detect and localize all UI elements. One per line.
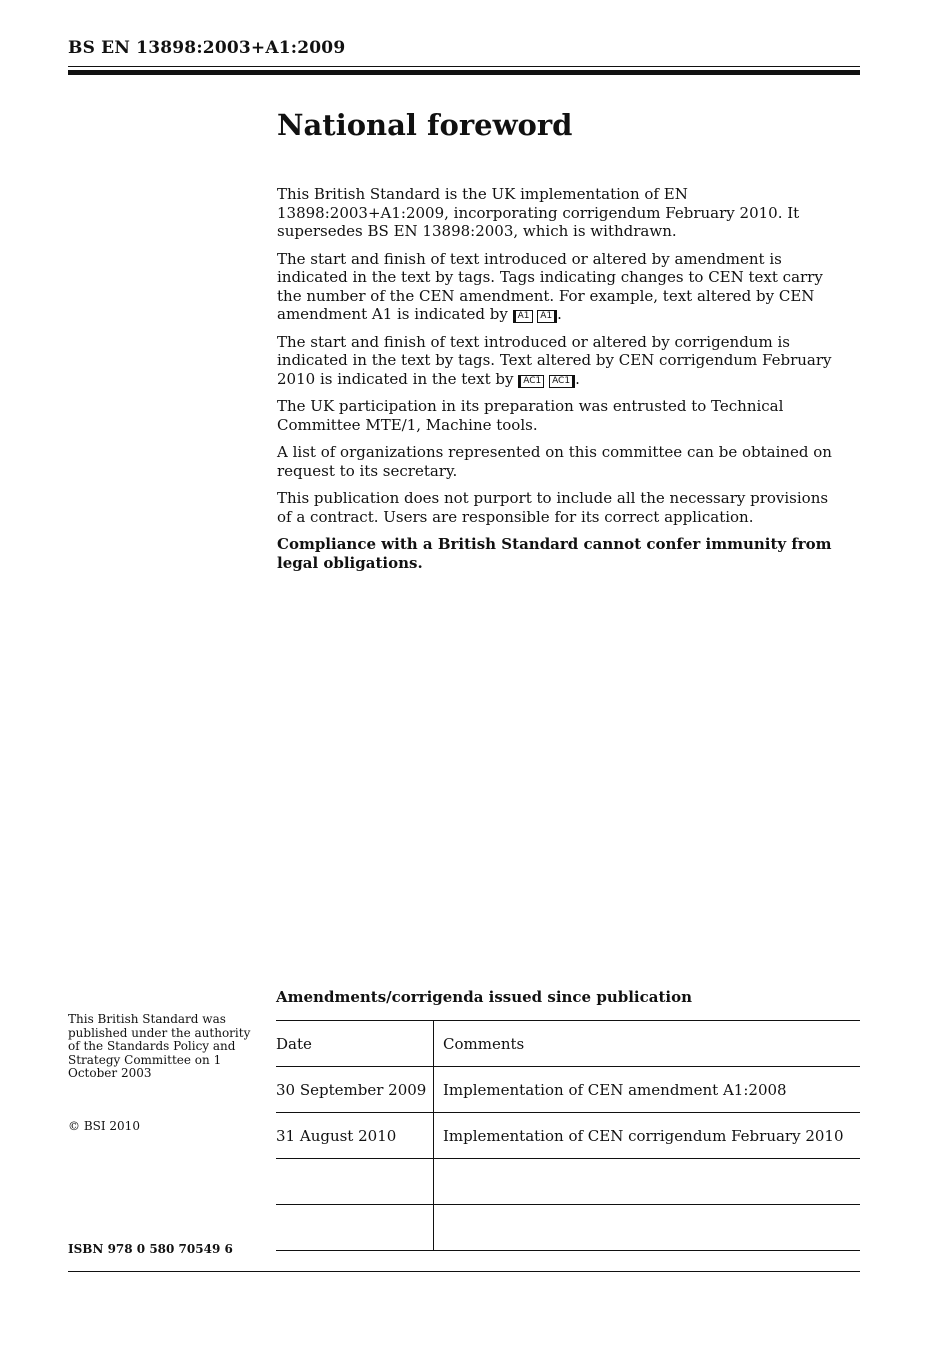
row-comment: Implementation of CEN amendment A1:2008 xyxy=(434,1067,861,1113)
amendment-tag-start: A1 xyxy=(513,310,533,323)
document-id: BS EN 13898:2003+A1:2009 xyxy=(68,38,346,58)
header-rule-thick xyxy=(68,70,860,75)
header-date: Date xyxy=(276,1021,434,1067)
paragraph-amendment-tags: The start and finish of text introduced or altered by amendment is indicated in the text by tags. Tags indicating changes to CEN text carry the number of the CEN amendment. For example, text altered by CEN amendment A1 is indicated by A1 A1 . xyxy=(277,249,823,323)
publication-note: This British Standard was published under the authority of the Standards Policy and Strategy Committee on 1 October 2003 xyxy=(68,1012,251,1080)
paragraph-implementation: This British Standard is the UK implementation of EN 13898:2003+A1:2009, incorporating corrigendum February 2010. It supersedes BS EN 13898:2003, which is withdrawn. xyxy=(277,185,800,240)
isbn: ISBN 978 0 580 70549 6 xyxy=(68,1242,233,1256)
paragraph-disclaimer: This publication does not purport to include all the necessary provisions of a contract. Users are responsible for its correct application. xyxy=(277,489,829,526)
row-comment: Implementation of CEN corrigendum February 2010 xyxy=(434,1113,861,1159)
paragraph-corrigendum-tags: The start and finish of text introduced or altered by corrigendum is indicated in the text by tags. Text altered by CEN corrigendum February 2010 is indicated in the text by AC1 AC1 . xyxy=(277,332,832,388)
row-date: 30 September 2009 xyxy=(276,1067,434,1113)
header-rule-thin xyxy=(68,66,860,67)
header-comments: Comments xyxy=(434,1021,861,1067)
amendment-tag-end: A1 xyxy=(537,310,557,323)
copyright: © BSI 2010 xyxy=(68,1119,140,1133)
table-row xyxy=(276,1067,860,1113)
corrigendum-tag-end: AC1 xyxy=(549,375,575,388)
table-row xyxy=(276,1159,860,1205)
table-row xyxy=(276,1205,860,1251)
amendments-title: Amendments/corrigenda issued since publication xyxy=(276,988,692,1006)
row-date xyxy=(276,1205,434,1251)
paragraph-organizations: A list of organizations represented on this committee can be obtained on request to its secretary. xyxy=(277,443,832,480)
paragraph-compliance: Compliance with a British Standard cannot confer immunity from legal obligations. xyxy=(277,535,832,572)
row-date xyxy=(276,1159,434,1205)
amendments-table xyxy=(276,1020,860,1251)
foreword-body xyxy=(277,185,837,581)
paragraph-committee: The UK participation in its preparation was entrusted to Technical Committee MTE/1, Machine tools. xyxy=(277,397,784,434)
row-date: 31 August 2010 xyxy=(276,1113,434,1159)
corrigendum-tag-start: AC1 xyxy=(518,375,544,388)
footer-rule xyxy=(68,1271,860,1272)
page-title: National foreword xyxy=(277,108,573,142)
row-comment xyxy=(434,1159,861,1205)
table-header-row xyxy=(276,1021,860,1067)
row-comment xyxy=(434,1205,861,1251)
table-row xyxy=(276,1113,860,1159)
